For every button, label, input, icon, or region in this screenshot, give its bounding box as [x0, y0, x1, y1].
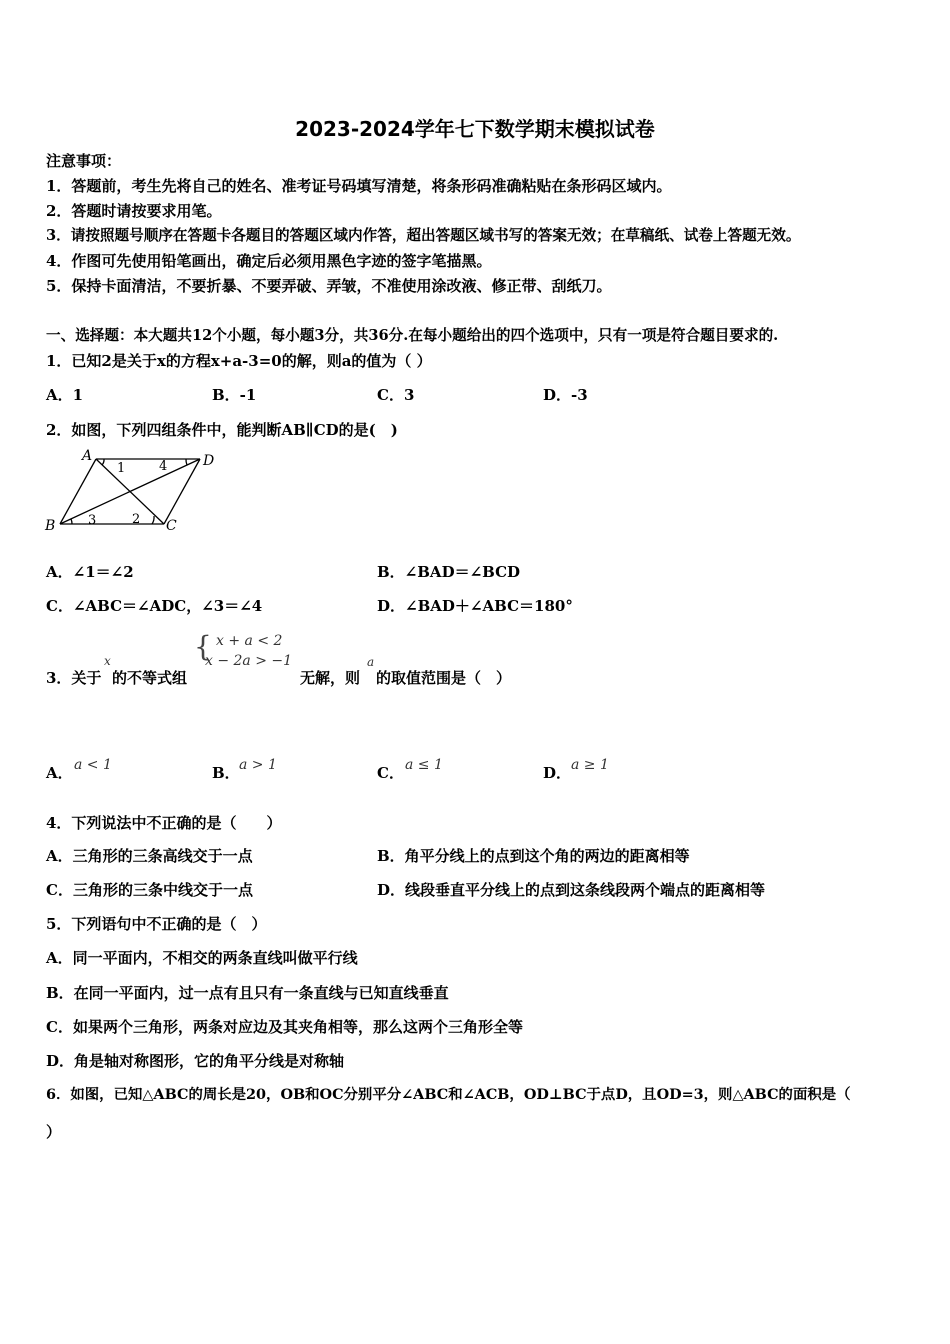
q3-option-a-label: A． — [46, 764, 73, 782]
notice-item: 1．答题前，考生先将自己的姓名、准考证号码填写清楚，将条形码准确粘贴在条形码区域内。 — [46, 177, 672, 195]
parallelogram-figure — [40, 447, 230, 539]
angle-arc-3 — [71, 519, 72, 524]
question-3-mid: 的不等式组 — [112, 669, 188, 687]
notice-item: 3．请按照题号顺序在答题卡各题目的答题区域内作答，超出答题区域书写的答案无效；在草稿纸、试卷上答题无效。 — [46, 227, 801, 244]
brace-symbol: { — [194, 630, 212, 663]
q1-option-a: A．1 — [46, 386, 84, 404]
question-5-stem: 5．下列语句中不正确的是（ ） — [46, 915, 267, 933]
question-6-stem-end: ） — [46, 1123, 62, 1141]
angle-arc-1 — [102, 459, 104, 465]
angle-label-3: 3 — [88, 513, 97, 528]
angle-label-4: 4 — [159, 459, 168, 474]
segment-dc — [164, 459, 200, 524]
q3-option-b-label: B． — [212, 764, 240, 782]
q3-variable-a: a — [367, 655, 375, 669]
q2-option-b: B．∠BAD＝∠BCD — [377, 563, 521, 581]
vertex-label-c: C — [166, 518, 177, 534]
q3-option-c-label: C． — [377, 764, 404, 782]
q3-inequality-2: x − 2a > −1 — [205, 653, 293, 669]
page-title: 2023-2024学年七下数学期末模拟试卷 — [295, 117, 655, 141]
q3-option-d-label: D． — [543, 764, 572, 782]
q2-option-a: A．∠1＝∠2 — [46, 563, 134, 581]
q5-option-a: A．同一平面内，不相交的两条直线叫做平行线 — [46, 949, 358, 967]
question-4-stem: 4．下列说法中不正确的是（ ） — [46, 814, 282, 832]
question-1-stem: 1．已知2是关于x的方程x+a-3=0的解，则a的值为（ ） — [46, 352, 432, 370]
q4-option-d: D．线段垂直平分线上的点到这条线段两个端点的距离相等 — [377, 881, 766, 899]
q1-option-b: B．-1 — [212, 386, 257, 404]
q3-option-c-math: a ≤ 1 — [405, 757, 443, 773]
q3-option-d-math: a ≥ 1 — [571, 757, 609, 773]
notice-item: 5．保持卡面清洁，不要折暴、不要弄破、弄皱，不准使用涂改液、修正带、刮纸刀。 — [46, 277, 612, 295]
notice-item: 4．作图可先使用铅笔画出，确定后必须用黑色字迹的签字笔描黑。 — [46, 252, 492, 270]
question-3-suffix: 的取值范围是（ ） — [376, 669, 512, 687]
q2-option-d: D．∠BAD＋∠ABC＝180° — [377, 597, 573, 615]
angle-arc-2 — [152, 516, 154, 524]
vertex-label-b: B — [45, 518, 56, 534]
angle-label-2: 2 — [132, 512, 141, 527]
angle-label-1: 1 — [117, 461, 126, 476]
q4-option-a: A．三角形的三条高线交于一点 — [46, 847, 253, 865]
question-6-stem: 6．如图，已知△ABC的周长是20，OB和OC分别平分∠ABC和∠ACB，OD⊥BC于点D，且OD=3，则△ABC的面积是（ — [46, 1086, 851, 1103]
q1-option-c: C．3 — [377, 386, 415, 404]
q4-option-c: C．三角形的三条中线交于一点 — [46, 881, 253, 899]
vertex-label-a: A — [82, 448, 93, 464]
q4-option-b: B．角平分线上的点到这个角的两边的距离相等 — [377, 847, 690, 865]
q3-inequality-1: x + a < 2 — [216, 633, 283, 649]
q5-option-c: C．如果两个三角形，两条对应边及其夹角相等，那么这两个三角形全等 — [46, 1018, 523, 1036]
q1-option-d: D．-3 — [543, 386, 588, 404]
q3-option-a-math: a < 1 — [74, 757, 112, 773]
q2-option-c: C．∠ABC＝∠ADC，∠3＝∠4 — [46, 597, 263, 615]
notice-item: 2．答题时请按要求用笔。 — [46, 202, 222, 220]
question-2-stem: 2．如图，下列四组条件中，能判断AB∥CD的是( ) — [46, 421, 398, 439]
q3-option-b-math: a > 1 — [239, 757, 277, 773]
angle-arc-4 — [186, 459, 187, 465]
question-3-prefix: 3．关于 — [46, 669, 102, 687]
diagonal-bd — [60, 459, 200, 524]
q3-variable-x: x — [104, 654, 111, 668]
q5-option-d: D．角是轴对称图形，它的角平分线是对称轴 — [46, 1052, 345, 1070]
question-3-after: 无解，则 — [300, 669, 361, 687]
section-heading: 一、选择题：本大题共12个小题，每小题3分，共36分.在每小题给出的四个选项中，只有一项是符合题目要求的. — [46, 327, 779, 344]
notice-heading: 注意事项： — [46, 152, 122, 170]
vertex-label-d: D — [203, 453, 215, 469]
q5-option-b: B．在同一平面内，过一点有且只有一条直线与已知直线垂直 — [46, 984, 449, 1002]
